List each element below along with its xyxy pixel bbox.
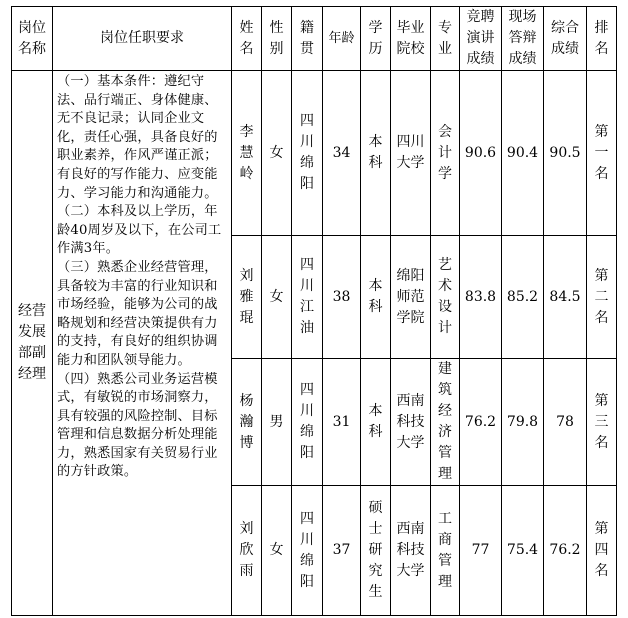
candidate-rank: 第二名 — [587, 236, 617, 359]
header-total-score: 综合成绩 — [544, 7, 587, 71]
candidate-school: 西南科技大学 — [391, 359, 431, 486]
candidate-name: 杨瀚博 — [232, 359, 262, 486]
candidate-table — [11, 6, 617, 616]
candidate-speech-score: 76.2 — [460, 359, 502, 486]
candidate-origin: 四川绵阳 — [292, 359, 323, 486]
candidate-name: 刘雅琨 — [232, 236, 262, 359]
candidate-age: 38 — [323, 236, 361, 359]
requirement-item: （二）本科及以上学历，年龄40周岁及以下，在公司工作满3年。 — [57, 204, 222, 257]
requirement-item: （一）基本条件：遵纪守法、品行端正、身体健康、无不良记录；认同企业文化，责任心强，具备良好的职业素养，作风严谨正派；有良好的写作能力、应变能力、学习能力和沟通能力。 — [57, 74, 218, 201]
header-row — [12, 7, 617, 71]
candidate-age: 37 — [323, 486, 361, 616]
candidate-major: 建筑经济管理 — [431, 359, 460, 486]
header-qa-score: 现场答辩成绩 — [502, 7, 544, 71]
candidate-age: 34 — [323, 71, 361, 236]
candidate-age: 31 — [323, 359, 361, 486]
candidate-speech-score: 83.8 — [460, 236, 502, 359]
candidate-gender: 女 — [262, 236, 292, 359]
candidate-education: 本科 — [361, 71, 391, 236]
table-row — [12, 71, 617, 236]
candidate-major: 艺术设计 — [431, 236, 460, 359]
candidate-speech-score: 90.6 — [460, 71, 502, 236]
candidate-qa-score: 75.4 — [502, 486, 544, 616]
candidate-qa-score: 90.4 — [502, 71, 544, 236]
candidate-gender: 男 — [262, 359, 292, 486]
candidate-education: 硕士研究生 — [361, 486, 391, 616]
header-age: 年龄 — [323, 7, 361, 71]
candidate-name: 李慧岭 — [232, 71, 262, 236]
candidate-major: 工商管理 — [431, 486, 460, 616]
header-name: 姓名 — [232, 7, 262, 71]
candidate-total-score: 84.5 — [544, 236, 587, 359]
header-education: 学历 — [361, 7, 391, 71]
candidate-origin: 四川绵阳 — [292, 486, 323, 616]
candidate-name: 刘欣雨 — [232, 486, 262, 616]
candidate-origin: 四川江油 — [292, 236, 323, 359]
header-origin: 籍贯 — [292, 7, 323, 71]
candidate-major: 会计学 — [431, 71, 460, 236]
candidate-total-score: 76.2 — [544, 486, 587, 616]
candidate-total-score: 78 — [544, 359, 587, 486]
candidate-rank: 第三名 — [587, 359, 617, 486]
requirement-item: （三）熟悉企业经营管理，具备较为丰富的行业知识和市场经验，能够为公司的战略规划和经营决策提供有力的支持，有良好的组织协调能力和团队领导能力。 — [57, 259, 218, 368]
candidate-total-score: 90.5 — [544, 71, 587, 236]
candidate-rank: 第四名 — [587, 486, 617, 616]
candidate-education: 本科 — [361, 359, 391, 486]
header-position: 岗位名称 — [12, 7, 53, 71]
candidate-qa-score: 85.2 — [502, 236, 544, 359]
candidate-school: 西南科技大学 — [391, 486, 431, 616]
candidate-school: 四川大学 — [391, 71, 431, 236]
header-requirements: 岗位任职要求 — [53, 7, 232, 71]
candidate-speech-score: 77 — [460, 486, 502, 616]
header-rank: 排名 — [587, 7, 617, 71]
candidate-gender: 女 — [262, 71, 292, 236]
candidate-school: 绵阳师范学院 — [391, 236, 431, 359]
header-major: 专业 — [431, 7, 460, 71]
position-name-cell: 经营发展部副经理 — [12, 71, 53, 616]
candidate-origin: 四川绵阳 — [292, 71, 323, 236]
candidate-rank: 第一名 — [587, 71, 617, 236]
requirements-cell — [53, 71, 232, 616]
requirement-item: （四）熟悉公司业务运营模式，有敏锐的市场洞察力，具有较强的风险控制、目标管理和信息数据分析处理能力，熟悉国家有关贸易行业的方针政策。 — [57, 371, 218, 480]
header-gender: 性别 — [262, 7, 292, 71]
header-speech-score: 竞聘演讲成绩 — [460, 7, 502, 71]
header-school: 毕业院校 — [391, 7, 431, 71]
candidate-qa-score: 79.8 — [502, 359, 544, 486]
candidate-gender: 女 — [262, 486, 292, 616]
candidate-education: 本科 — [361, 236, 391, 359]
